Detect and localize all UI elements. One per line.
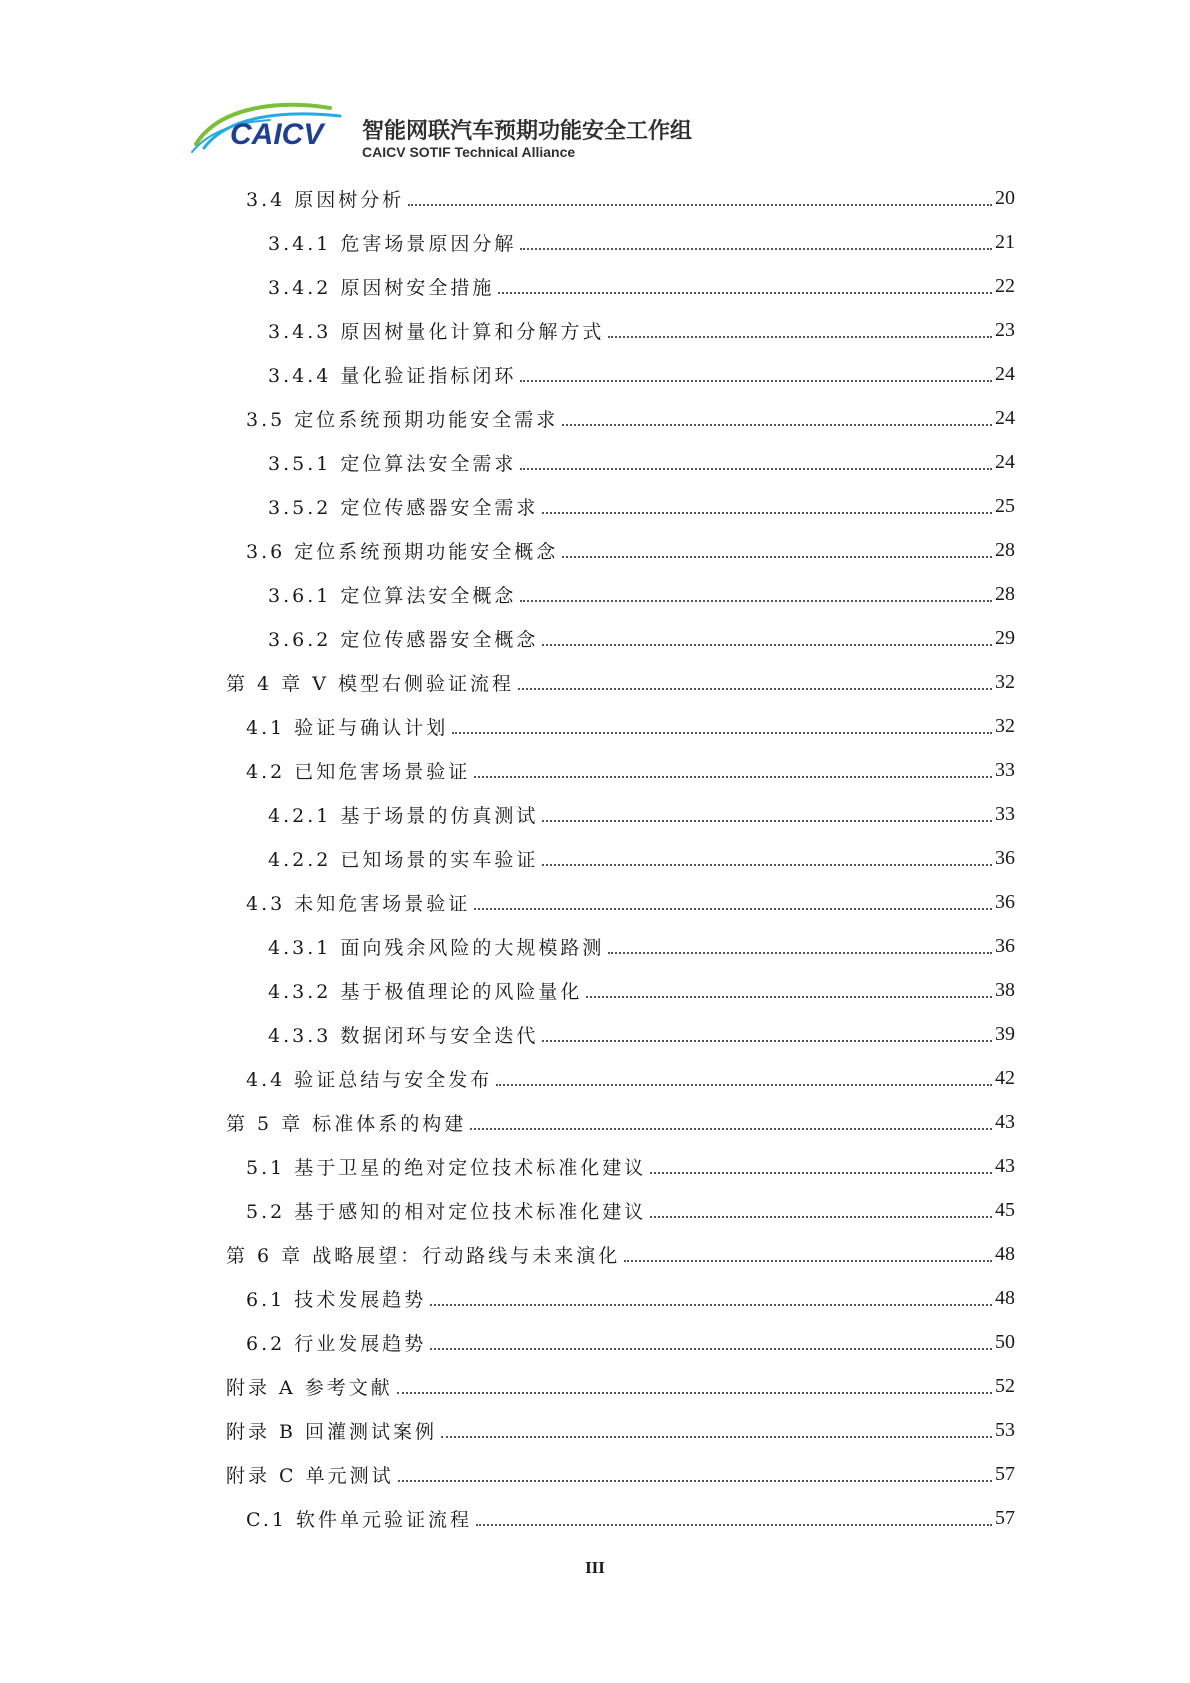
toc-entry-page: 24: [995, 450, 1015, 473]
toc-entry-title: 4.2.2 已知场景的实车验证: [268, 848, 539, 871]
toc-entry-page: 48: [995, 1242, 1015, 1265]
logo-wordmark: CAICV: [230, 118, 324, 151]
toc-dot-leader: [608, 316, 992, 338]
toc-dot-leader: [474, 756, 992, 778]
toc-entry[interactable]: [0, 1276, 1015, 1320]
toc-dot-leader: [624, 1240, 992, 1262]
toc-entry[interactable]: [0, 352, 1015, 396]
toc-entry-page: 57: [995, 1506, 1015, 1529]
toc-entry-page: 45: [995, 1198, 1015, 1221]
toc-entry-page: 23: [995, 318, 1015, 341]
toc-dot-leader: [408, 184, 992, 206]
toc-dot-leader: [470, 1108, 992, 1130]
toc-dot-leader: [397, 1372, 992, 1394]
toc-entry[interactable]: [0, 660, 1015, 704]
page-number: III: [585, 1558, 605, 1577]
toc-dot-leader: [520, 580, 992, 602]
alliance-title-cn: 智能网联汽车预期功能安全工作组: [362, 119, 693, 144]
toc-entry[interactable]: [0, 1496, 1015, 1540]
toc-dot-leader: [562, 536, 992, 558]
toc-entry-page: 39: [995, 1022, 1015, 1045]
toc-entry-title: 3.5 定位系统预期功能安全需求: [246, 408, 559, 431]
toc-entry-title: 3.5.2 定位传感器安全需求: [268, 496, 539, 519]
toc-entry-title: 附录 B 回灌测试案例: [226, 1420, 438, 1443]
toc-entry-title: 3.5.1 定位算法安全需求: [268, 452, 517, 475]
toc-entry-title: 3.4.2 原因树安全措施: [268, 276, 495, 299]
toc-entry-page: 20: [995, 186, 1015, 209]
alliance-title-en: CAICV SOTIF Technical Alliance: [362, 144, 576, 160]
toc-entry-title: 3.6 定位系统预期功能安全概念: [246, 540, 559, 563]
toc-entry-page: 33: [995, 802, 1015, 825]
toc-entry-page: 25: [995, 494, 1015, 517]
toc-entry-title: 3.4.3 原因树量化计算和分解方式: [268, 320, 605, 343]
toc-entry[interactable]: [0, 1320, 1015, 1364]
toc-entry-title: 3.4 原因树分析: [246, 188, 405, 211]
toc-entry-title: 6.2 行业发展趋势: [246, 1332, 427, 1355]
toc-entry[interactable]: [0, 836, 1015, 880]
toc-entry[interactable]: [0, 264, 1015, 308]
toc-dot-leader: [496, 1064, 992, 1086]
toc-dot-leader: [430, 1284, 992, 1306]
toc-entry-page: 28: [995, 538, 1015, 561]
toc-entry-title: 第 5 章 标准体系的构建: [226, 1112, 467, 1135]
toc-entry-page: 43: [995, 1154, 1015, 1177]
toc-dot-leader: [520, 228, 992, 250]
toc-entry-title: 6.1 技术发展趋势: [246, 1288, 427, 1311]
toc-entry[interactable]: [0, 1056, 1015, 1100]
toc-entry-page: 48: [995, 1286, 1015, 1309]
toc-dot-leader: [520, 360, 992, 382]
toc-entry-page: 22: [995, 274, 1015, 297]
toc-entry[interactable]: [0, 1452, 1015, 1496]
toc-entry-title: 4.3 未知危害场景验证: [246, 892, 471, 915]
toc-entry-title: 4.2.1 基于场景的仿真测试: [268, 804, 539, 827]
toc-entry[interactable]: [0, 1144, 1015, 1188]
toc-entry[interactable]: [0, 1012, 1015, 1056]
toc-entry-title: 第 4 章 V 模型右侧验证流程: [226, 672, 514, 695]
toc-entry-page: 53: [995, 1418, 1015, 1441]
toc-entry-page: 28: [995, 582, 1015, 605]
toc-entry-title: 4.4 验证总结与安全发布: [246, 1068, 493, 1091]
toc-entry[interactable]: [0, 528, 1015, 572]
toc-entry[interactable]: [0, 396, 1015, 440]
toc-entry-title: 3.4.1 危害场景原因分解: [268, 232, 517, 255]
toc-dot-leader: [650, 1152, 992, 1174]
toc-entry-page: 43: [995, 1110, 1015, 1133]
toc-dot-leader: [441, 1416, 992, 1438]
toc-entry-page: 24: [995, 406, 1015, 429]
toc-dot-leader: [518, 668, 992, 690]
toc-entry-title: 4.1 验证与确认计划: [246, 716, 449, 739]
toc-entry[interactable]: [0, 176, 1015, 220]
toc-dot-leader: [398, 1460, 992, 1482]
toc-entry-page: 21: [995, 230, 1015, 253]
toc-entry-page: 36: [995, 890, 1015, 913]
toc-dot-leader: [542, 800, 992, 822]
toc-entry-title: C.1 软件单元验证流程: [246, 1508, 473, 1531]
toc-entry[interactable]: [0, 1232, 1015, 1276]
toc-entry[interactable]: [0, 1408, 1015, 1452]
toc-dot-leader: [498, 272, 992, 294]
toc-dot-leader: [650, 1196, 992, 1218]
toc-entry[interactable]: [0, 792, 1015, 836]
toc-dot-leader: [474, 888, 992, 910]
toc-entry[interactable]: [0, 484, 1015, 528]
toc-dot-leader: [542, 624, 992, 646]
toc-dot-leader: [430, 1328, 992, 1350]
toc-dot-leader: [542, 844, 992, 866]
toc-entry-title: 3.6.2 定位传感器安全概念: [268, 628, 539, 651]
toc-entry-title: 第 6 章 战略展望：行动路线与未来演化: [226, 1244, 621, 1267]
toc-dot-leader: [586, 976, 992, 998]
toc-entry[interactable]: [0, 572, 1015, 616]
toc-entry[interactable]: [0, 1188, 1015, 1232]
table-of-contents: [0, 176, 1190, 1540]
toc-dot-leader: [452, 712, 992, 734]
toc-entry[interactable]: [0, 924, 1015, 968]
toc-entry-page: 32: [995, 670, 1015, 693]
toc-dot-leader: [562, 404, 992, 426]
toc-entry-title: 附录 A 参考文献: [226, 1376, 393, 1399]
toc-dot-leader: [542, 1020, 992, 1042]
toc-entry-title: 5.1 基于卫星的绝对定位技术标准化建议: [246, 1156, 647, 1179]
document-header: [190, 100, 750, 170]
toc-entry[interactable]: [0, 220, 1015, 264]
toc-entry[interactable]: [0, 880, 1015, 924]
toc-dot-leader: [608, 932, 992, 954]
toc-entry-title: 4.3.2 基于极值理论的风险量化: [268, 980, 583, 1003]
toc-entry[interactable]: [0, 1364, 1015, 1408]
toc-entry-title: 3.6.1 定位算法安全概念: [268, 584, 517, 607]
toc-entry-title: 4.2 已知危害场景验证: [246, 760, 471, 783]
toc-entry[interactable]: [0, 968, 1015, 1012]
caicv-logo-icon: [190, 100, 360, 166]
toc-entry[interactable]: [0, 704, 1015, 748]
toc-entry-page: 29: [995, 626, 1015, 649]
toc-entry[interactable]: [0, 308, 1015, 352]
toc-entry[interactable]: [0, 616, 1015, 660]
toc-entry-page: 33: [995, 758, 1015, 781]
toc-entry-page: 42: [995, 1066, 1015, 1089]
toc-entry-page: 57: [995, 1462, 1015, 1485]
toc-dot-leader: [542, 492, 992, 514]
toc-entry-title: 5.2 基于感知的相对定位技术标准化建议: [246, 1200, 647, 1223]
toc-entry[interactable]: [0, 440, 1015, 484]
toc-entry-page: 36: [995, 934, 1015, 957]
toc-dot-leader: [520, 448, 992, 470]
toc-entry-title: 4.3.1 面向残余风险的大规模路测: [268, 936, 605, 959]
toc-entry[interactable]: [0, 1100, 1015, 1144]
toc-entry-page: 36: [995, 846, 1015, 869]
toc-entry-page: 38: [995, 978, 1015, 1001]
toc-entry-title: 4.3.3 数据闭环与安全迭代: [268, 1024, 539, 1047]
toc-entry-page: 24: [995, 362, 1015, 385]
toc-entry-title: 附录 C 单元测试: [226, 1464, 394, 1487]
toc-entry-page: 52: [995, 1374, 1015, 1397]
toc-entry-page: 50: [995, 1330, 1015, 1353]
toc-entry[interactable]: [0, 748, 1015, 792]
toc-dot-leader: [476, 1504, 992, 1526]
toc-entry-page: 32: [995, 714, 1015, 737]
toc-entry-title: 3.4.4 量化验证指标闭环: [268, 364, 517, 387]
